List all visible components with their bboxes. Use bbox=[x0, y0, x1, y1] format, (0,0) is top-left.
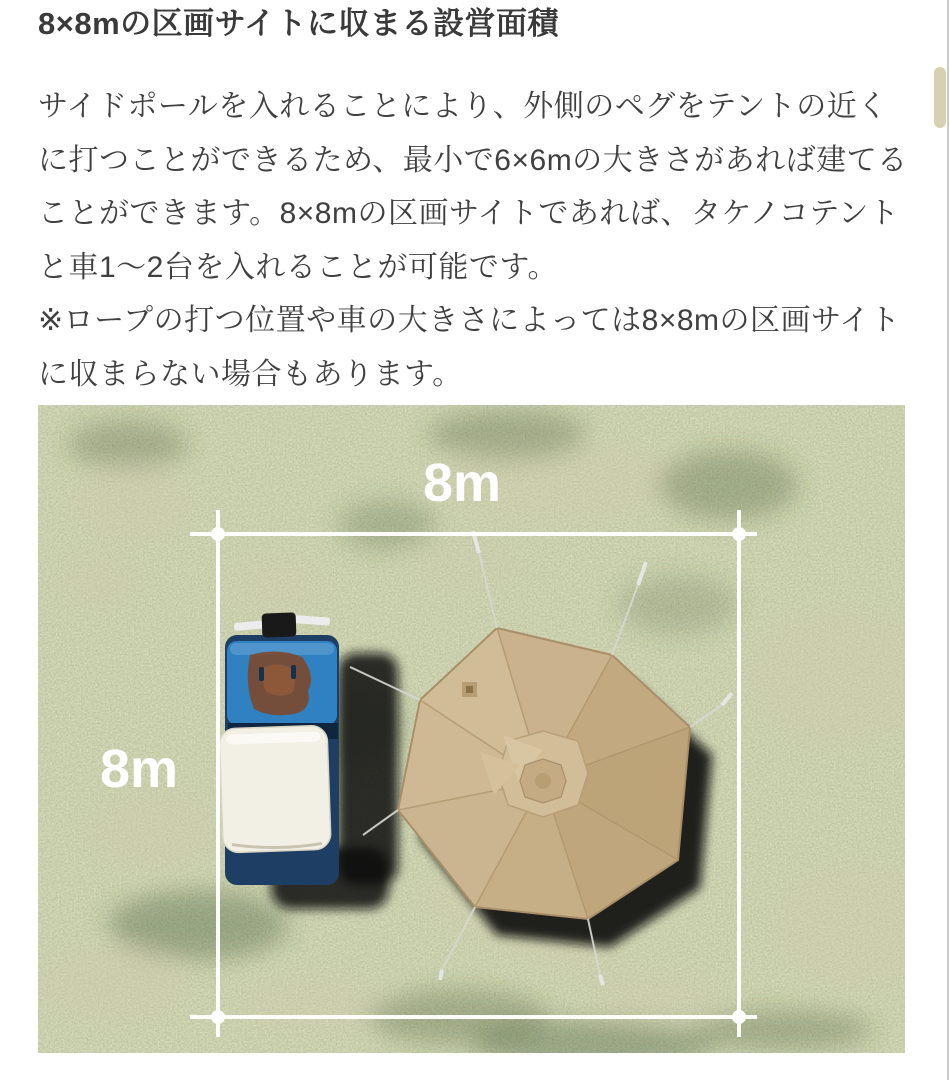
height-dimension-label: 8m bbox=[99, 739, 179, 799]
body-note: ※ロープの打つ位置や車の大きさによっては8×8mの区画サイトに収まらない場合もあります。 bbox=[38, 304, 901, 391]
page-edge-line bbox=[947, 0, 949, 1080]
width-dimension-label: 8m bbox=[422, 453, 502, 513]
body-paragraph: サイドポールを入れることにより、外側のペグをテントの近くに打つことができるため、最小で6×6mの大きさがあれば建てることができます。8×8mの区画サイトであれば、タケノコテントと車1〜2台を入れることが可能です。 bbox=[38, 90, 908, 284]
section-heading: 8×8mの区画サイトに収まる設営面積 bbox=[38, 6, 559, 41]
aerial-photo-svg bbox=[38, 405, 905, 1053]
body-text bbox=[38, 80, 914, 401]
car-aerial bbox=[219, 612, 339, 885]
aerial-photo bbox=[38, 405, 905, 1053]
scrollbar-thumb[interactable] bbox=[934, 67, 946, 128]
